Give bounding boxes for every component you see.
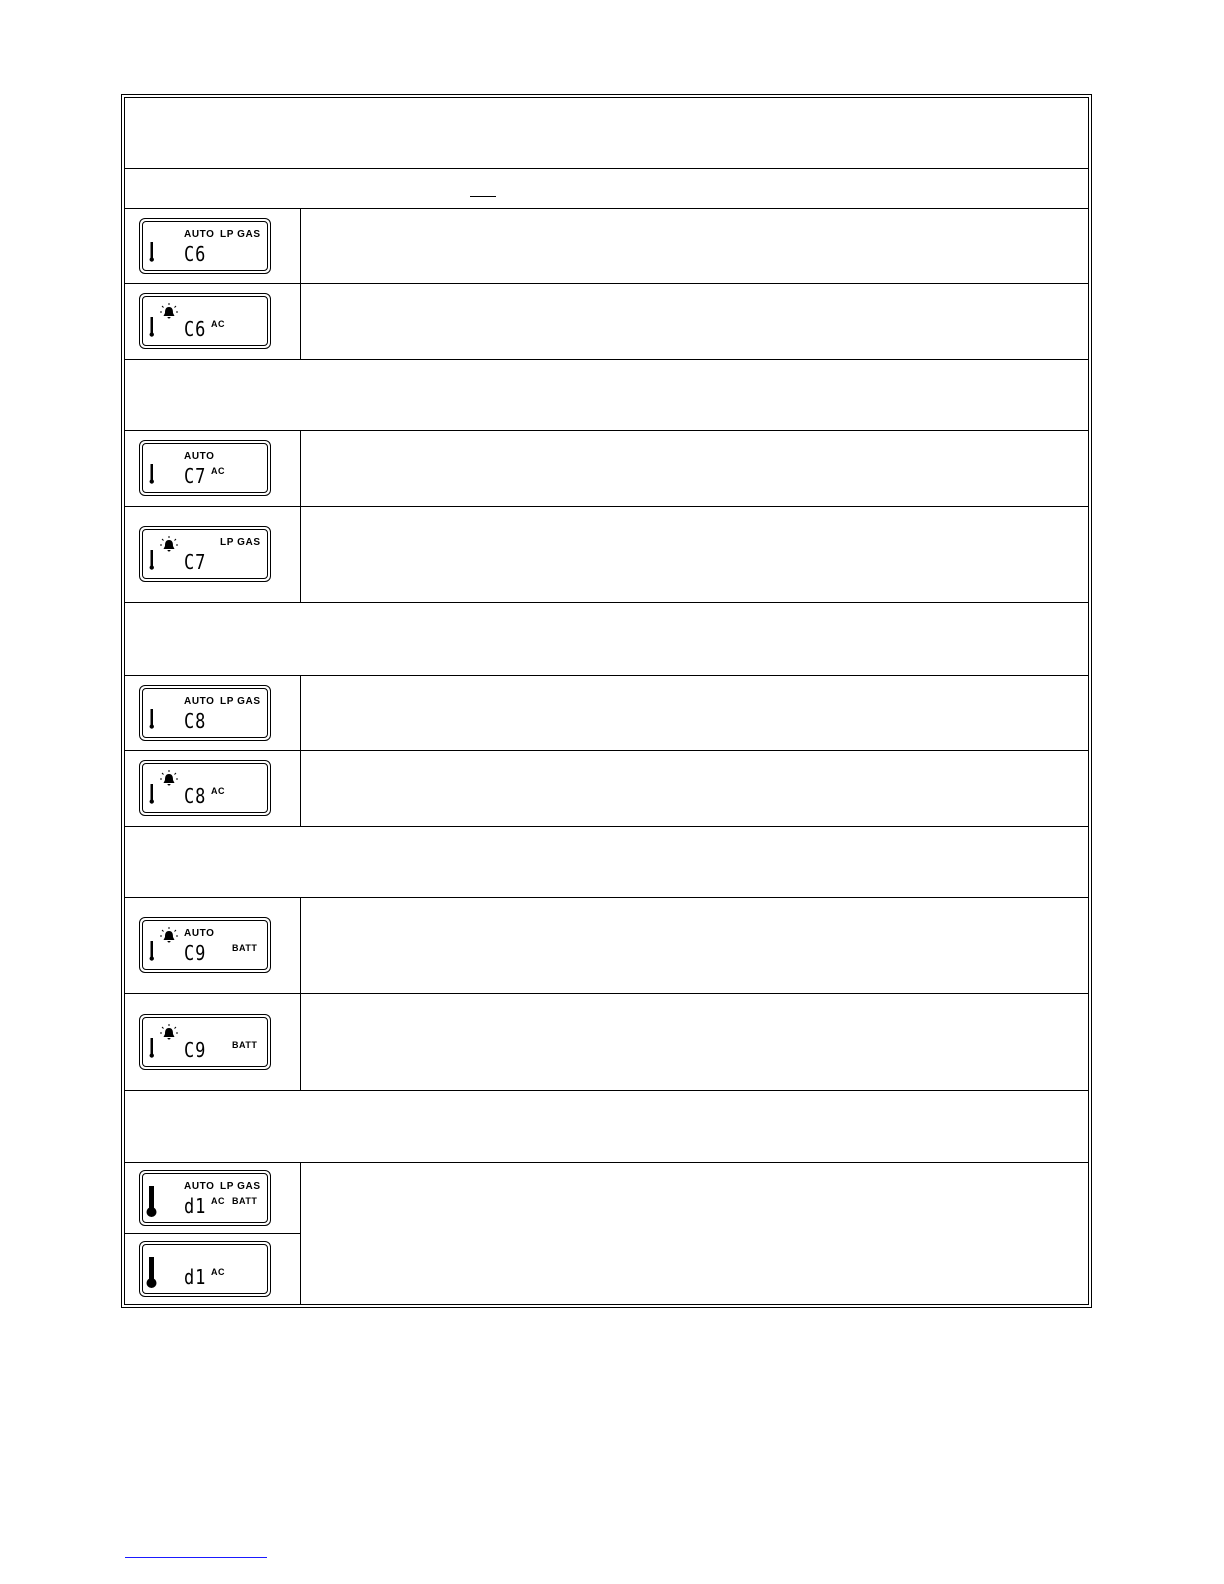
lcd-error-code: C8	[184, 784, 207, 808]
troubleshooting-table	[121, 94, 1092, 1308]
row-divider	[125, 826, 1088, 827]
row-divider	[125, 506, 1088, 507]
lcd-display	[139, 917, 271, 973]
row-divider	[125, 1233, 300, 1234]
row-divider	[125, 897, 1088, 898]
lcd-error-code: C6	[184, 242, 207, 266]
row-divider	[125, 430, 1088, 431]
lcd-display	[139, 440, 271, 496]
column-divider	[300, 208, 301, 359]
lcd-lp-gas-label: LP GAS	[220, 1181, 261, 1192]
lcd-ac-label: AC	[211, 1196, 225, 1206]
lcd-auto-label: AUTO	[184, 229, 215, 240]
column-divider	[300, 430, 301, 602]
alarm-bell-icon	[159, 303, 179, 321]
thermometer-icon	[145, 699, 159, 733]
alarm-bell-icon	[159, 1024, 179, 1042]
lcd-error-code: C9	[184, 941, 207, 965]
thermometer-icon	[145, 540, 159, 574]
lcd-batt-label: BATT	[232, 1040, 258, 1050]
thermometer-icon	[145, 1184, 159, 1218]
row-divider	[125, 602, 1088, 603]
row-divider	[125, 208, 1088, 209]
lcd-display	[139, 1170, 271, 1226]
thermometer-icon	[145, 931, 159, 965]
lcd-ac-label: AC	[211, 319, 225, 329]
alarm-bell-icon	[159, 536, 179, 554]
lcd-ac-label: AC	[211, 466, 225, 476]
footnote-link-line[interactable]	[125, 1557, 267, 1558]
lcd-error-code: d1	[184, 1194, 207, 1218]
lcd-lp-gas-label: LP GAS	[220, 696, 261, 707]
lcd-display	[139, 526, 271, 582]
lcd-batt-label: BATT	[232, 943, 258, 953]
alarm-bell-icon	[159, 770, 179, 788]
row-divider	[125, 283, 1088, 284]
lcd-display	[139, 1014, 271, 1070]
row-divider	[125, 1090, 1088, 1091]
lcd-display	[139, 760, 271, 816]
row-divider	[125, 750, 1088, 751]
lcd-auto-label: AUTO	[184, 696, 215, 707]
lcd-display	[139, 685, 271, 741]
underline-mark	[470, 196, 496, 197]
lcd-error-code: d1	[184, 1265, 207, 1289]
thermometer-icon	[145, 1255, 159, 1289]
row-divider	[125, 359, 1088, 360]
row-divider	[125, 993, 1088, 994]
lcd-batt-label: BATT	[232, 1196, 258, 1206]
lcd-auto-label: AUTO	[184, 928, 215, 939]
thermometer-icon	[145, 454, 159, 488]
thermometer-icon	[145, 1028, 159, 1062]
row-divider	[125, 675, 1088, 676]
lcd-lp-gas-label: LP GAS	[220, 229, 261, 240]
column-divider	[300, 675, 301, 826]
lcd-error-code: C7	[184, 550, 207, 574]
thermometer-icon	[145, 307, 159, 341]
column-divider	[300, 897, 301, 1090]
lcd-display	[139, 293, 271, 349]
lcd-display	[139, 218, 271, 274]
lcd-error-code: C8	[184, 709, 207, 733]
lcd-ac-label: AC	[211, 786, 225, 796]
lcd-auto-label: AUTO	[184, 451, 215, 462]
row-divider	[125, 168, 1088, 169]
thermometer-icon	[145, 232, 159, 266]
lcd-ac-label: AC	[211, 1267, 225, 1277]
lcd-error-code: C9	[184, 1038, 207, 1062]
alarm-bell-icon	[159, 927, 179, 945]
column-divider	[300, 1162, 301, 1305]
lcd-auto-label: AUTO	[184, 1181, 215, 1192]
lcd-error-code: C7	[184, 464, 207, 488]
lcd-lp-gas-label: LP GAS	[220, 537, 261, 548]
lcd-display	[139, 1241, 271, 1297]
row-divider	[125, 1162, 1088, 1163]
lcd-error-code: C6	[184, 317, 207, 341]
thermometer-icon	[145, 774, 159, 808]
table-inner-border	[124, 97, 1089, 1305]
